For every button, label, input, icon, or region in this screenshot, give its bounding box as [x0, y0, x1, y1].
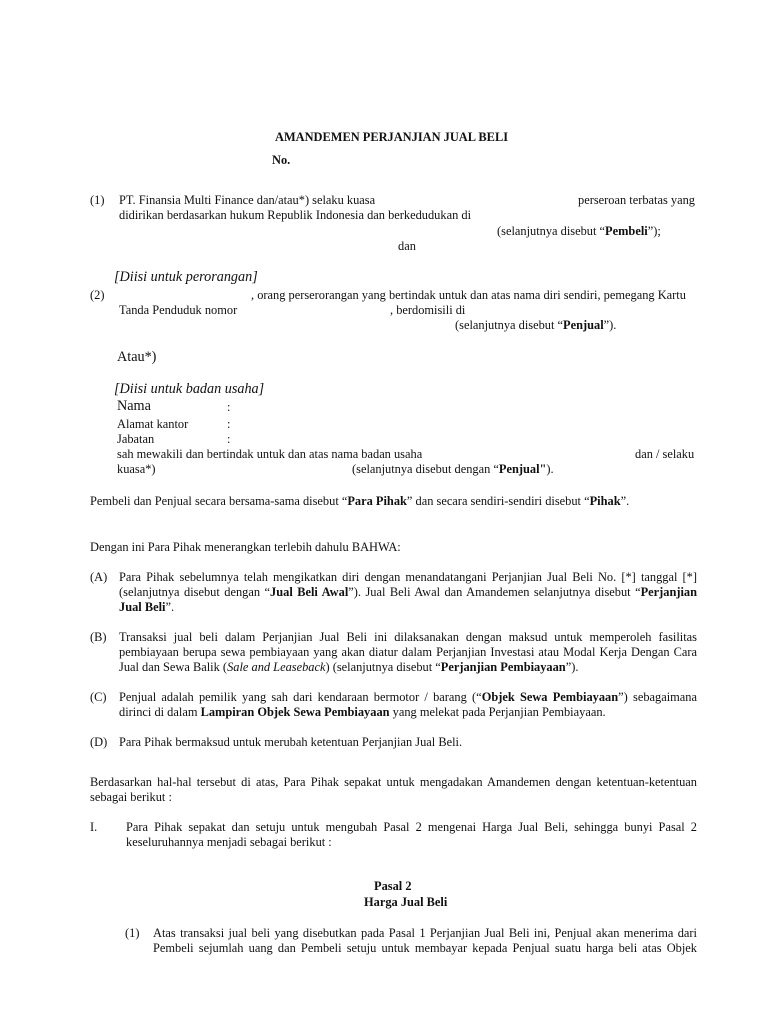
recital-intro: Dengan ini Para Pihak menerangkan terlebih dahulu BAHWA: [90, 540, 401, 554]
party1-and: dan [398, 239, 416, 253]
recital-c-line2: dirinci di dalam Lampiran Objek Sewa Pembiayaan yang melekat pada Perjanjian Pembiayaan. [119, 705, 606, 719]
party2-or: Atau*) [117, 349, 157, 365]
recital-b-line3: Jual dan Sewa Balik (Sale and Leaseback) (selanjutnya disebut “Perjanjian Pembiayaan”). [119, 660, 579, 674]
article-i-line1: Para Pihak sepakat dan setuju untuk mengubah Pasal 2 mengenai Harga Jual Beli, sehingga bunyi Pasal 2 [126, 820, 697, 834]
field-office-colon: : [227, 417, 231, 431]
party2-corporate-heading: [Diisi untuk badan usaha] [114, 381, 265, 397]
recital-a-line1: Para Pihak sebelumnya telah mengikatkan diri dengan menandatangani Perjanjian Jual Beli No. [*] tanggal [*] [119, 570, 697, 584]
document-number-label: No. [272, 153, 291, 167]
recital-c-label: (C) [90, 690, 107, 704]
recital-a-line2: (selanjutnya disebut dengan “Jual Beli Awal”). Jual Beli Awal dan Amandemen selanjutnya disebut “Perjanjian [119, 585, 698, 599]
party2-rep2: (selanjutnya disebut dengan “Penjual"). [352, 462, 554, 476]
party2-line1: , orang perserorangan yang bertindak untuk dan atas nama diri sendiri, pemegang Kartu [251, 288, 686, 302]
recital-d-line1: Para Pihak bermaksud untuk merubah ketentuan Perjanjian Jual Beli. [119, 735, 463, 749]
pasal-item-line2: Pembeli sejumlah uang dan Pembeli setuju untuk membayar kepada Penjual suatu harga beli atas Objek [153, 941, 697, 955]
party2-kuasa: kuasa*) [117, 462, 156, 476]
party1-number: (1) [90, 193, 105, 207]
recital-a-label: (A) [90, 570, 108, 584]
recital-b-line2: pembiayaan berupa sewa pembiayaan yang akan diatur dalam Perjanjian Investasi atau Modal Kerja Dengan Cara [119, 645, 697, 659]
recital-a-line3: Jual Beli”. [119, 600, 175, 614]
pasal-item-label: (1) [125, 926, 140, 940]
party1-line3: (selanjutnya disebut “Pembeli”); [497, 224, 661, 238]
party2-line2-left: Tanda Penduduk nomor [119, 303, 238, 317]
party2-line3: (selanjutnya disebut “Penjual”). [455, 318, 617, 332]
field-name-label: Nama [117, 398, 151, 414]
pasal-item-line1: Atas transaksi jual beli yang disebutkan pada Pasal 1 Perjanjian Jual Beli ini, Penjual akan menerima dari [153, 926, 697, 940]
recital-d-label: (D) [90, 735, 108, 749]
field-name-colon: : [227, 400, 231, 414]
party2-rep-right: dan / selaku [635, 447, 695, 461]
party2-rep-left: sah mewakili dan bertindak untuk dan atas nama badan usaha [117, 447, 423, 461]
article-i-label: I. [90, 820, 98, 834]
parties-definition: Pembeli dan Penjual secara bersama-sama disebut “Para Pihak” dan secara sendiri-sendiri disebut “Pihak”. [90, 494, 630, 508]
agreement-line2: sebagai berikut : [90, 790, 172, 804]
document-title: AMANDEMEN PERJANJIAN JUAL BELI [275, 130, 509, 144]
recital-c-line1: Penjual adalah pemilik yang sah dari kendaraan bermotor / barang (“Objek Sewa Pembiayaan”) sebagaimana [119, 690, 697, 704]
agreement-line1: Berdasarkan hal-hal tersebut di atas, Para Pihak sepakat untuk mengadakan Amandemen dengan ketentuan-ketentuan [90, 775, 697, 789]
recital-b-line1: Transaksi jual beli dalam Perjanjian Jual Beli ini dilaksanakan dengan maksud untuk memperoleh fasilitas [119, 630, 697, 644]
party1-line2: didirikan berdasarkan hukum Republik Indonesia dan berkedudukan di [119, 208, 472, 222]
field-position-label: Jabatan [117, 432, 155, 446]
field-position-colon: : [227, 432, 231, 446]
party1-line1-left: PT. Finansia Multi Finance dan/atau*) selaku kuasa [119, 193, 376, 207]
party2-line2-right: , berdomisili di [390, 303, 466, 317]
field-office-label: Alamat kantor [117, 417, 189, 431]
pasal-subtitle: Harga Jual Beli [364, 895, 448, 909]
recital-b-label: (B) [90, 630, 107, 644]
article-i-line2: keseluruhannya menjadi sebagai berikut : [126, 835, 332, 849]
party1-line1-right: perseroan terbatas yang [578, 193, 695, 207]
party2-individual-heading: [Diisi untuk perorangan] [114, 269, 258, 285]
pasal-title: Pasal 2 [374, 879, 412, 893]
party2-number: (2) [90, 288, 105, 302]
